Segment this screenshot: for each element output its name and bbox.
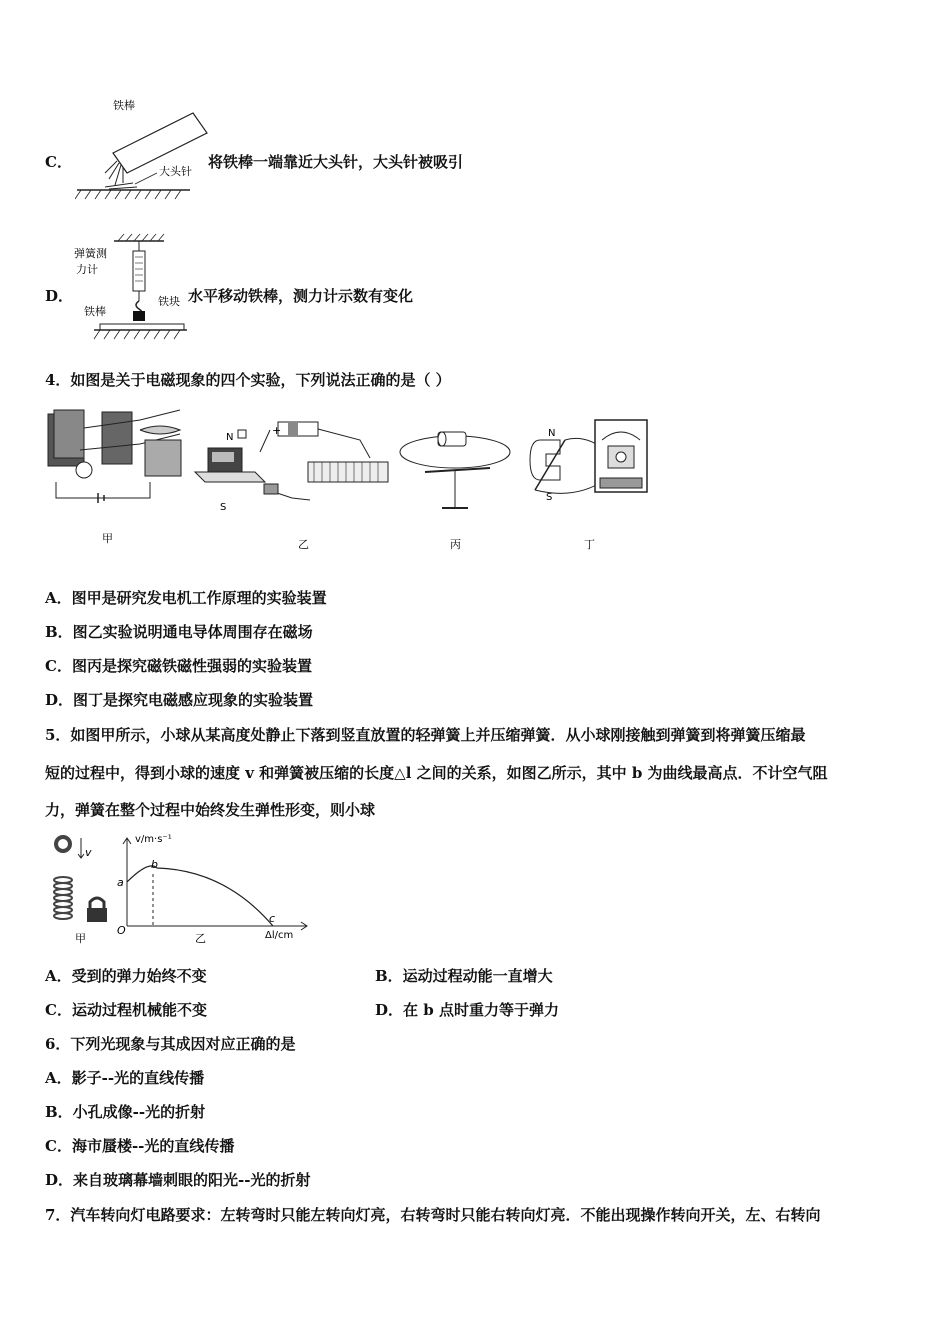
plus-sign: + (272, 424, 282, 437)
pin-label: 大头针 (159, 165, 192, 178)
q7-stem: 7．汽车转向灯电路要求：左转弯时只能左转向灯亮，右转弯时只能右转向灯亮．不能出现操作转向开关，左、右转向 (45, 1206, 821, 1224)
q5-option-a: A．受到的弹力始终不变 (45, 967, 207, 985)
spring-scale-label-2: 力计 (76, 263, 98, 276)
q3-option-c-letter: C． (45, 153, 72, 171)
iron-block-label: 铁块 (158, 295, 180, 308)
q3-option-d-text: 水平移动铁棒，测力计示数有变化 (188, 287, 414, 305)
fig-ding (530, 420, 647, 551)
q3-option-d-figure (72, 233, 190, 348)
fig-yi-label: 乙 (298, 538, 309, 551)
fig-ding-label: 丁 (584, 538, 595, 551)
q6-stem: 6．下列光现象与其成因对应正确的是 (45, 1035, 296, 1053)
q5-stem-line-2: 短的过程中，得到小球的速度 v 和弹簧被压缩的长度△l 之间的关系，如图乙所示，其中 b 为曲线最高点．不计空气阻 (45, 764, 828, 782)
q5-option-b: B．运动过程动能一直增大 (375, 967, 553, 985)
q6-option-d: D．来自玻璃幕墙刺眼的阳光--光的折射 (45, 1171, 311, 1189)
q3-option-c-text: 将铁棒一端靠近大头针，大头针被吸引 (208, 153, 464, 171)
spring-scale-label-1: 弹簧测 (74, 247, 107, 260)
pole-n-label: N (226, 432, 234, 443)
velocity-label: v (85, 846, 92, 859)
q6-option-c: C．海市蜃楼--光的直线传播 (45, 1137, 235, 1155)
q5-option-d: D．在 b 点时重力等于弹力 (375, 1001, 559, 1019)
fig-bing-label: 丙 (450, 538, 461, 551)
q4-figure (40, 400, 670, 555)
q6-option-a: A．影子--光的直线传播 (45, 1069, 205, 1087)
y-axis-label: v/m·s⁻¹ (135, 834, 172, 845)
q5-stem-line-1: 5．如图甲所示，小球从某高度处静止下落到竖直放置的轻弹簧上并压缩弹簧．从小球刚接触到弹簧到将弹簧压缩最 (45, 726, 806, 744)
q4-option-c: C．图丙是探究磁铁磁性强弱的实验装置 (45, 657, 312, 675)
pole-s-label: S (546, 492, 553, 503)
fig-jia-label: 甲 (102, 532, 113, 545)
fig-yi-label: 乙 (195, 932, 206, 945)
q4-stem: 4．如图是关于电磁现象的四个实验，下列说法正确的是（ ） (45, 371, 451, 389)
pole-n-label: N (548, 428, 556, 439)
fig-jia (48, 410, 181, 545)
fig-jia-label: 甲 (75, 932, 86, 945)
origin-label: O (117, 924, 126, 937)
q5-figure (45, 830, 315, 950)
point-b-label: b (151, 858, 158, 871)
q4-option-a: A．图甲是研究发电机工作原理的实验装置 (45, 589, 327, 607)
q5-option-c: C．运动过程机械能不变 (45, 1001, 207, 1019)
point-c-label: c (269, 912, 276, 925)
q3-option-c-figure (75, 95, 210, 205)
q6-option-b: B．小孔成像--光的折射 (45, 1103, 206, 1121)
fig-yi (195, 422, 388, 551)
x-axis-label: Δl/cm (265, 930, 294, 941)
q5-stem-line-3: 力，弹簧在整个过程中始终发生弹性形变，则小球 (45, 801, 376, 819)
fig-bing (400, 432, 510, 551)
q3-option-d-letter: D． (45, 287, 74, 305)
point-a-label: a (117, 876, 124, 889)
iron-bar-label: 铁棒 (84, 305, 106, 318)
q4-option-b: B．图乙实验说明通电导体周围存在磁场 (45, 623, 313, 641)
pole-s-label: S (220, 502, 227, 513)
iron-bar-label: 铁棒 (113, 99, 135, 112)
q4-option-d: D．图丁是探究电磁感应现象的实验装置 (45, 691, 314, 709)
